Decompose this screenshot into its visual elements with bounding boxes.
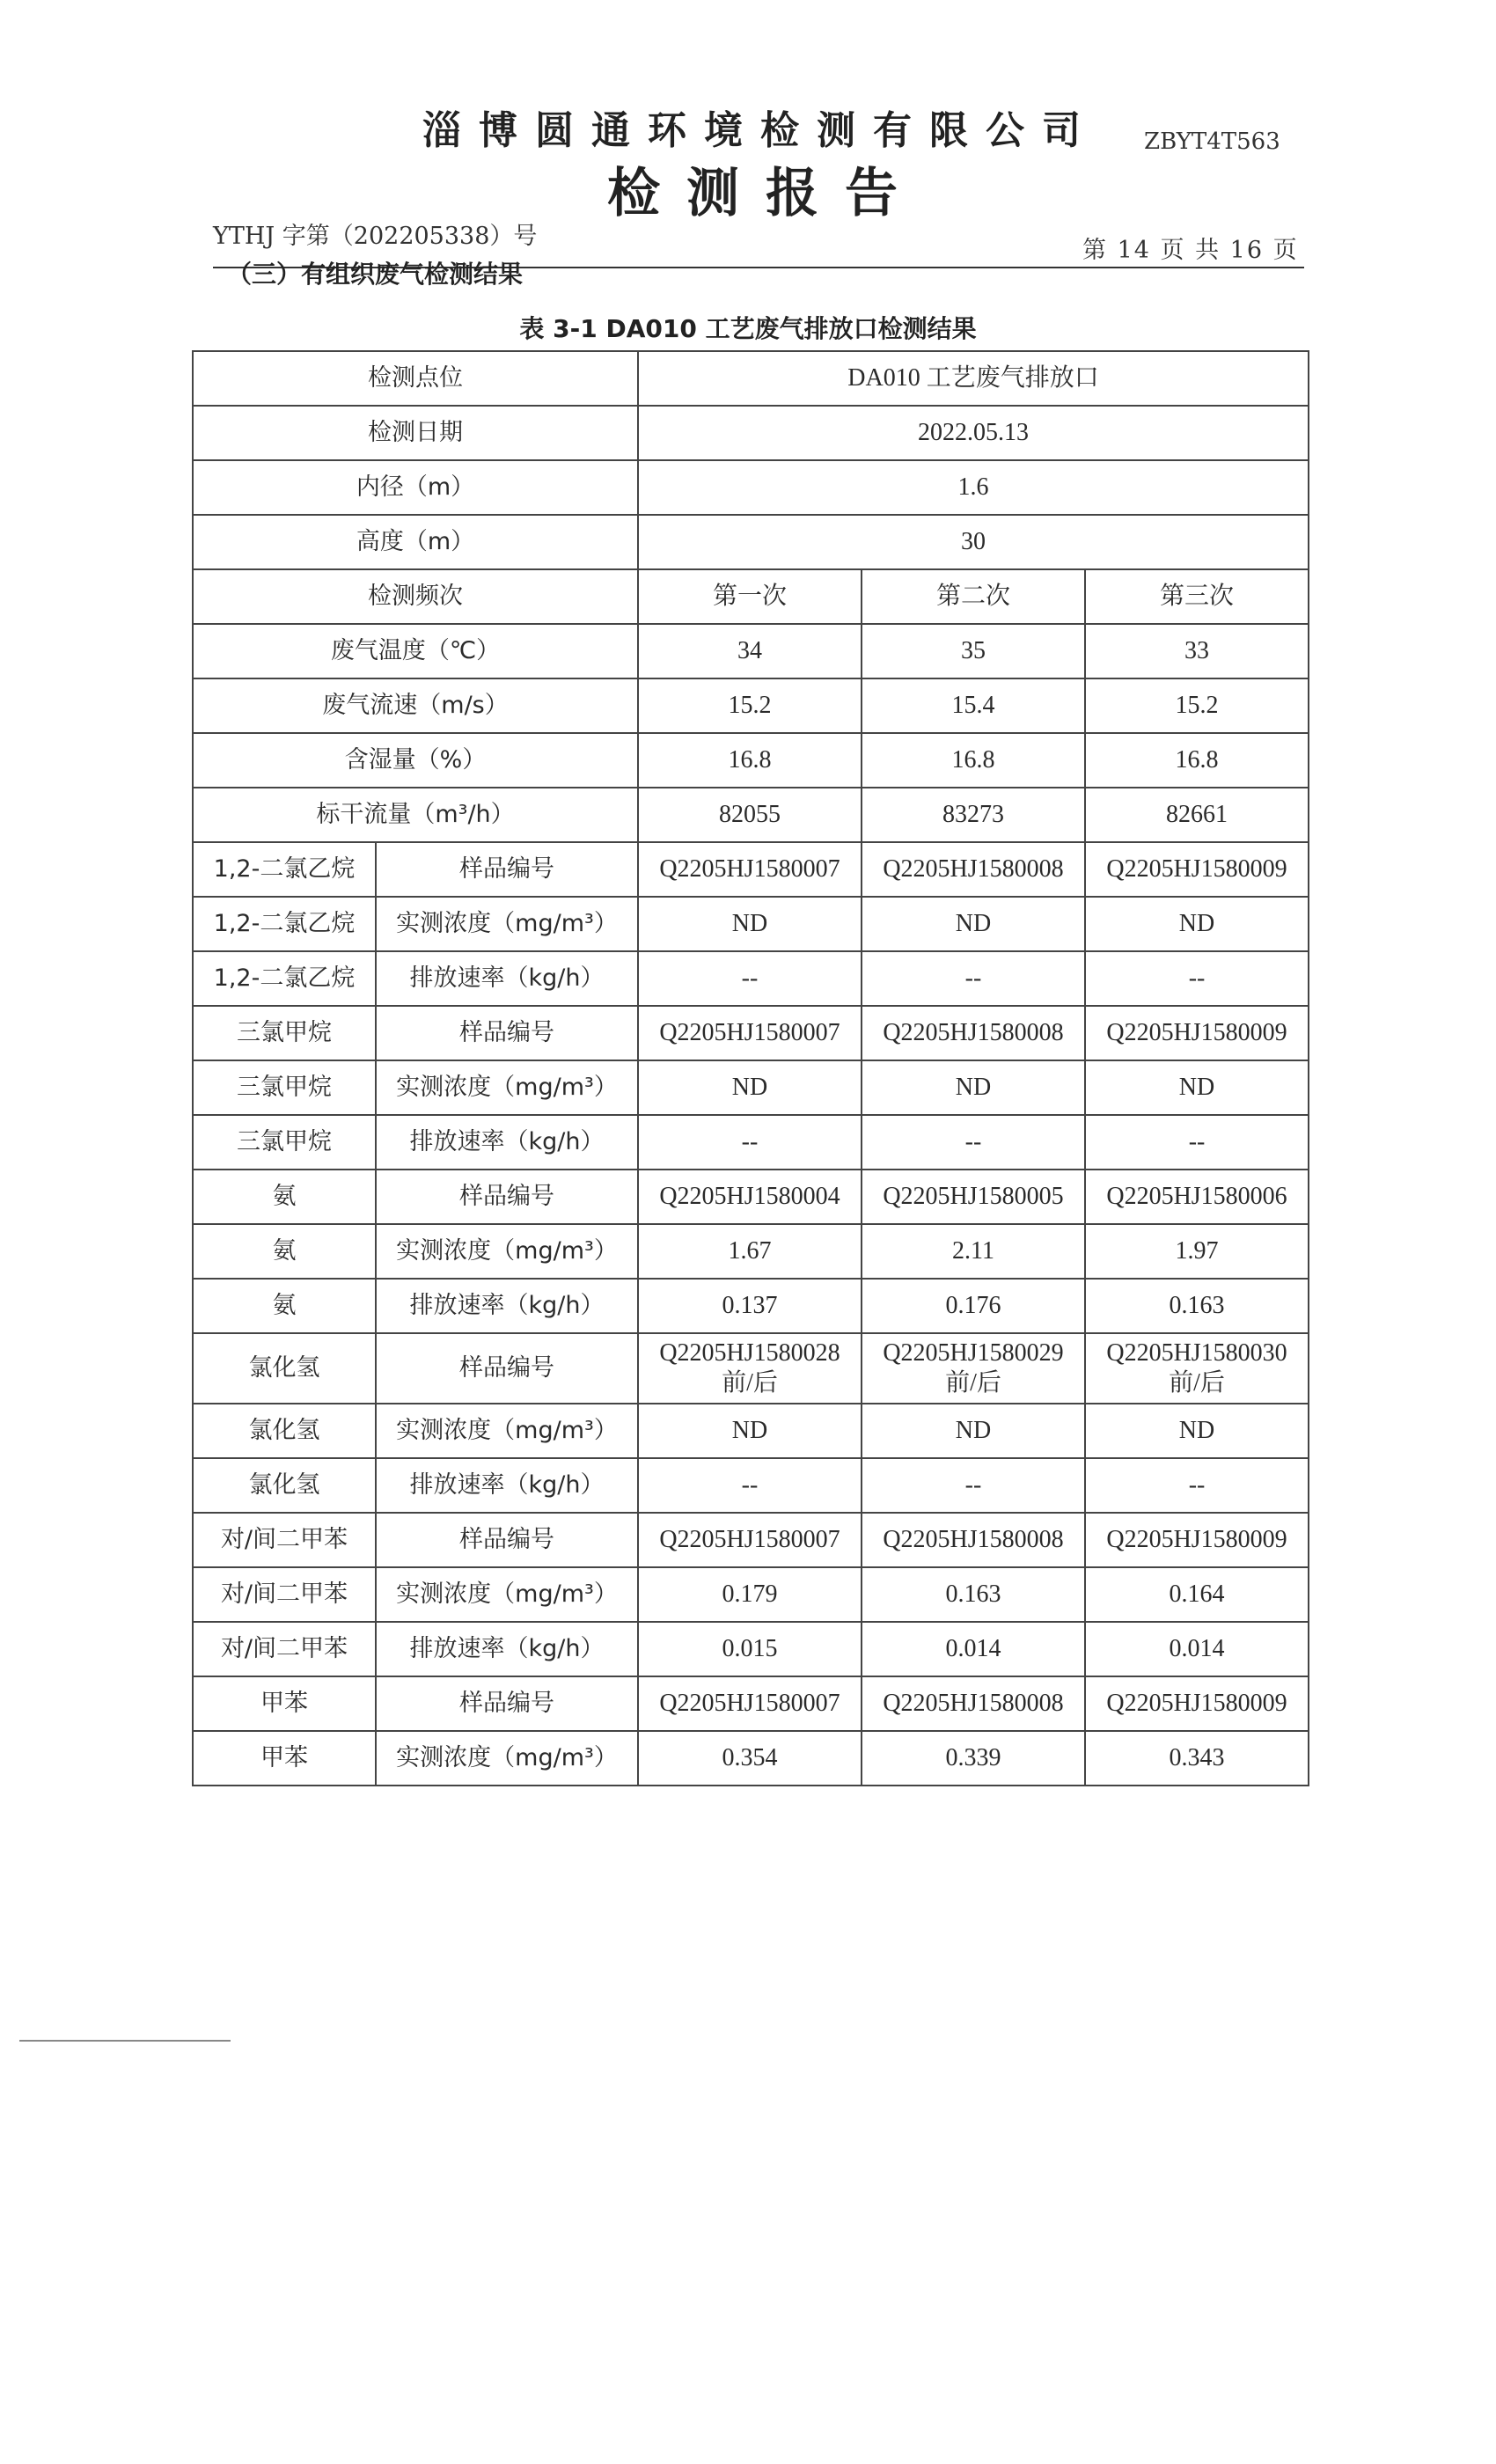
item-name: 样品编号 [376, 1676, 638, 1731]
section-title: （三）有组织废气检测结果 [227, 260, 524, 289]
cell-value: Q2205HJ1580007 [638, 1006, 862, 1060]
table-row [193, 1404, 1309, 1458]
pollutant-name: 对/间二甲苯 [193, 1513, 376, 1567]
cell-value: 0.343 [1085, 1731, 1309, 1786]
item-name: 排放速率（kg/h） [376, 1115, 638, 1170]
row-label: 内径（m） [193, 460, 638, 515]
results-table [192, 350, 1309, 1786]
row-label: 标干流量（m³/h） [193, 788, 638, 842]
table-row [193, 733, 1309, 788]
cell-value: Q2205HJ1580007 [638, 1676, 862, 1731]
item-name: 样品编号 [376, 1333, 638, 1404]
row-value: DA010 工艺废气排放口 [638, 351, 1309, 406]
pollutant-name: 1,2-二氯乙烷 [193, 842, 376, 897]
table-row [193, 1006, 1309, 1060]
cell-value: 0.354 [638, 1731, 862, 1786]
item-name: 实测浓度（mg/m³） [376, 1404, 638, 1458]
cell-value: Q2205HJ1580007 [638, 1513, 862, 1567]
cell-value: 0.339 [862, 1731, 1085, 1786]
cell-value: -- [1085, 951, 1309, 1006]
cell-value: Q2205HJ1580007 [638, 842, 862, 897]
cell-value: 第一次 [638, 569, 862, 624]
table-row [193, 1731, 1309, 1786]
cell-value: -- [638, 1458, 862, 1513]
table-row [193, 1676, 1309, 1731]
table-row [193, 1567, 1309, 1622]
pollutant-name: 甲苯 [193, 1676, 376, 1731]
row-label: 检测频次 [193, 569, 638, 624]
cell-value: -- [862, 1458, 1085, 1513]
cell-value: 33 [1085, 624, 1309, 678]
table-row [193, 624, 1309, 678]
report-title: 检测报告 [607, 163, 924, 224]
pollutant-name: 氯化氢 [193, 1404, 376, 1458]
cell-value: Q2205HJ1580005 [862, 1170, 1085, 1224]
item-name: 实测浓度（mg/m³） [376, 1567, 638, 1622]
item-name: 实测浓度（mg/m³） [376, 897, 638, 951]
pollutant-name: 三氯甲烷 [193, 1060, 376, 1115]
table-row [193, 1060, 1309, 1115]
company-name: 淄博圆通环境检测有限公司 [422, 108, 1098, 153]
cell-value: ND [638, 897, 862, 951]
pollutant-name: 三氯甲烷 [193, 1006, 376, 1060]
table-row [193, 569, 1309, 624]
cell-value: 2.11 [862, 1224, 1085, 1279]
results-table-body [193, 351, 1309, 1786]
cell-value: 34 [638, 624, 862, 678]
cell-value: Q2205HJ1580028 前/后 [638, 1333, 862, 1404]
row-label: 检测点位 [193, 351, 638, 406]
table-row [193, 788, 1309, 842]
table-row [193, 351, 1309, 406]
cell-value: Q2205HJ1580009 [1085, 842, 1309, 897]
pollutant-name: 对/间二甲苯 [193, 1567, 376, 1622]
item-name: 排放速率（kg/h） [376, 1622, 638, 1676]
cell-value: 16.8 [638, 733, 862, 788]
item-name: 样品编号 [376, 1006, 638, 1060]
pollutant-name: 三氯甲烷 [193, 1115, 376, 1170]
table-row [193, 406, 1309, 460]
item-name: 实测浓度（mg/m³） [376, 1224, 638, 1279]
cell-value: 16.8 [862, 733, 1085, 788]
table-row [193, 1224, 1309, 1279]
pollutant-name: 氨 [193, 1279, 376, 1333]
pollutant-name: 1,2-二氯乙烷 [193, 897, 376, 951]
item-name: 样品编号 [376, 842, 638, 897]
item-name: 样品编号 [376, 1513, 638, 1567]
row-value: 30 [638, 515, 1309, 569]
cell-value: 15.2 [1085, 678, 1309, 733]
page-number: 第 14 页 共 16 页 [1082, 237, 1299, 264]
cell-value: Q2205HJ1580030 前/后 [1085, 1333, 1309, 1404]
table-row [193, 1279, 1309, 1333]
cell-value: 0.179 [638, 1567, 862, 1622]
cell-value: -- [638, 951, 862, 1006]
cell-value: 82055 [638, 788, 862, 842]
table-row [193, 460, 1309, 515]
row-label: 含湿量（%） [193, 733, 638, 788]
pollutant-name: 氨 [193, 1224, 376, 1279]
cell-value: 15.2 [638, 678, 862, 733]
document-number: YTHJ 字第（202205338）号 [213, 223, 538, 250]
table-row [193, 1170, 1309, 1224]
row-label: 高度（m） [193, 515, 638, 569]
cell-value: -- [638, 1115, 862, 1170]
table-row [193, 1115, 1309, 1170]
cell-value: ND [862, 1060, 1085, 1115]
cell-value: Q2205HJ1580009 [1085, 1513, 1309, 1567]
table-row [193, 515, 1309, 569]
cell-value: 0.014 [862, 1622, 1085, 1676]
cell-value: Q2205HJ1580008 [862, 1006, 1085, 1060]
cell-value: Q2205HJ1580029 前/后 [862, 1333, 1085, 1404]
cell-value: 0.015 [638, 1622, 862, 1676]
table-row [193, 897, 1309, 951]
table-row [193, 1458, 1309, 1513]
pollutant-name: 对/间二甲苯 [193, 1622, 376, 1676]
item-name: 实测浓度（mg/m³） [376, 1731, 638, 1786]
cell-value: 第三次 [1085, 569, 1309, 624]
row-value: 2022.05.13 [638, 406, 1309, 460]
cell-value: Q2205HJ1580006 [1085, 1170, 1309, 1224]
row-label: 检测日期 [193, 406, 638, 460]
table-title: 表 3-1 DA010 工艺废气排放口检测结果 [519, 314, 977, 343]
table-row [193, 678, 1309, 733]
cell-value: 0.176 [862, 1279, 1085, 1333]
cell-value: 82661 [1085, 788, 1309, 842]
cell-value: ND [1085, 1060, 1309, 1115]
pollutant-name: 氨 [193, 1170, 376, 1224]
cell-value: 83273 [862, 788, 1085, 842]
table-row [193, 1333, 1309, 1404]
pollutant-name: 氯化氢 [193, 1458, 376, 1513]
row-value: 1.6 [638, 460, 1309, 515]
table-row [193, 1513, 1309, 1567]
item-name: 排放速率（kg/h） [376, 1458, 638, 1513]
cell-value: Q2205HJ1580008 [862, 842, 1085, 897]
scan-edge-line [19, 2040, 231, 2042]
pollutant-name: 氯化氢 [193, 1333, 376, 1404]
item-name: 样品编号 [376, 1170, 638, 1224]
cell-value: 1.97 [1085, 1224, 1309, 1279]
pollutant-name: 1,2-二氯乙烷 [193, 951, 376, 1006]
cell-value: 0.137 [638, 1279, 862, 1333]
report-code: ZBYT4T563 [1144, 128, 1280, 155]
item-name: 实测浓度（mg/m³） [376, 1060, 638, 1115]
item-name: 排放速率（kg/h） [376, 951, 638, 1006]
cell-value: 15.4 [862, 678, 1085, 733]
cell-value: 0.163 [1085, 1279, 1309, 1333]
cell-value: 0.163 [862, 1567, 1085, 1622]
pollutant-name: 甲苯 [193, 1731, 376, 1786]
cell-value: -- [862, 951, 1085, 1006]
cell-value: 35 [862, 624, 1085, 678]
cell-value: 0.164 [1085, 1567, 1309, 1622]
table-row [193, 1622, 1309, 1676]
cell-value: ND [1085, 1404, 1309, 1458]
cell-value: Q2205HJ1580008 [862, 1676, 1085, 1731]
table-row [193, 951, 1309, 1006]
row-label: 废气温度（℃） [193, 624, 638, 678]
cell-value: ND [638, 1404, 862, 1458]
row-label: 废气流速（m/s） [193, 678, 638, 733]
cell-value: 1.67 [638, 1224, 862, 1279]
cell-value: 0.014 [1085, 1622, 1309, 1676]
cell-value: -- [862, 1115, 1085, 1170]
cell-value: ND [862, 897, 1085, 951]
cell-value: -- [1085, 1458, 1309, 1513]
cell-value: Q2205HJ1580004 [638, 1170, 862, 1224]
cell-value: -- [1085, 1115, 1309, 1170]
cell-value: Q2205HJ1580009 [1085, 1006, 1309, 1060]
table-row [193, 842, 1309, 897]
cell-value: ND [1085, 897, 1309, 951]
cell-value: Q2205HJ1580009 [1085, 1676, 1309, 1731]
cell-value: ND [862, 1404, 1085, 1458]
cell-value: ND [638, 1060, 862, 1115]
item-name: 排放速率（kg/h） [376, 1279, 638, 1333]
cell-value: 16.8 [1085, 733, 1309, 788]
cell-value: Q2205HJ1580008 [862, 1513, 1085, 1567]
cell-value: 第二次 [862, 569, 1085, 624]
